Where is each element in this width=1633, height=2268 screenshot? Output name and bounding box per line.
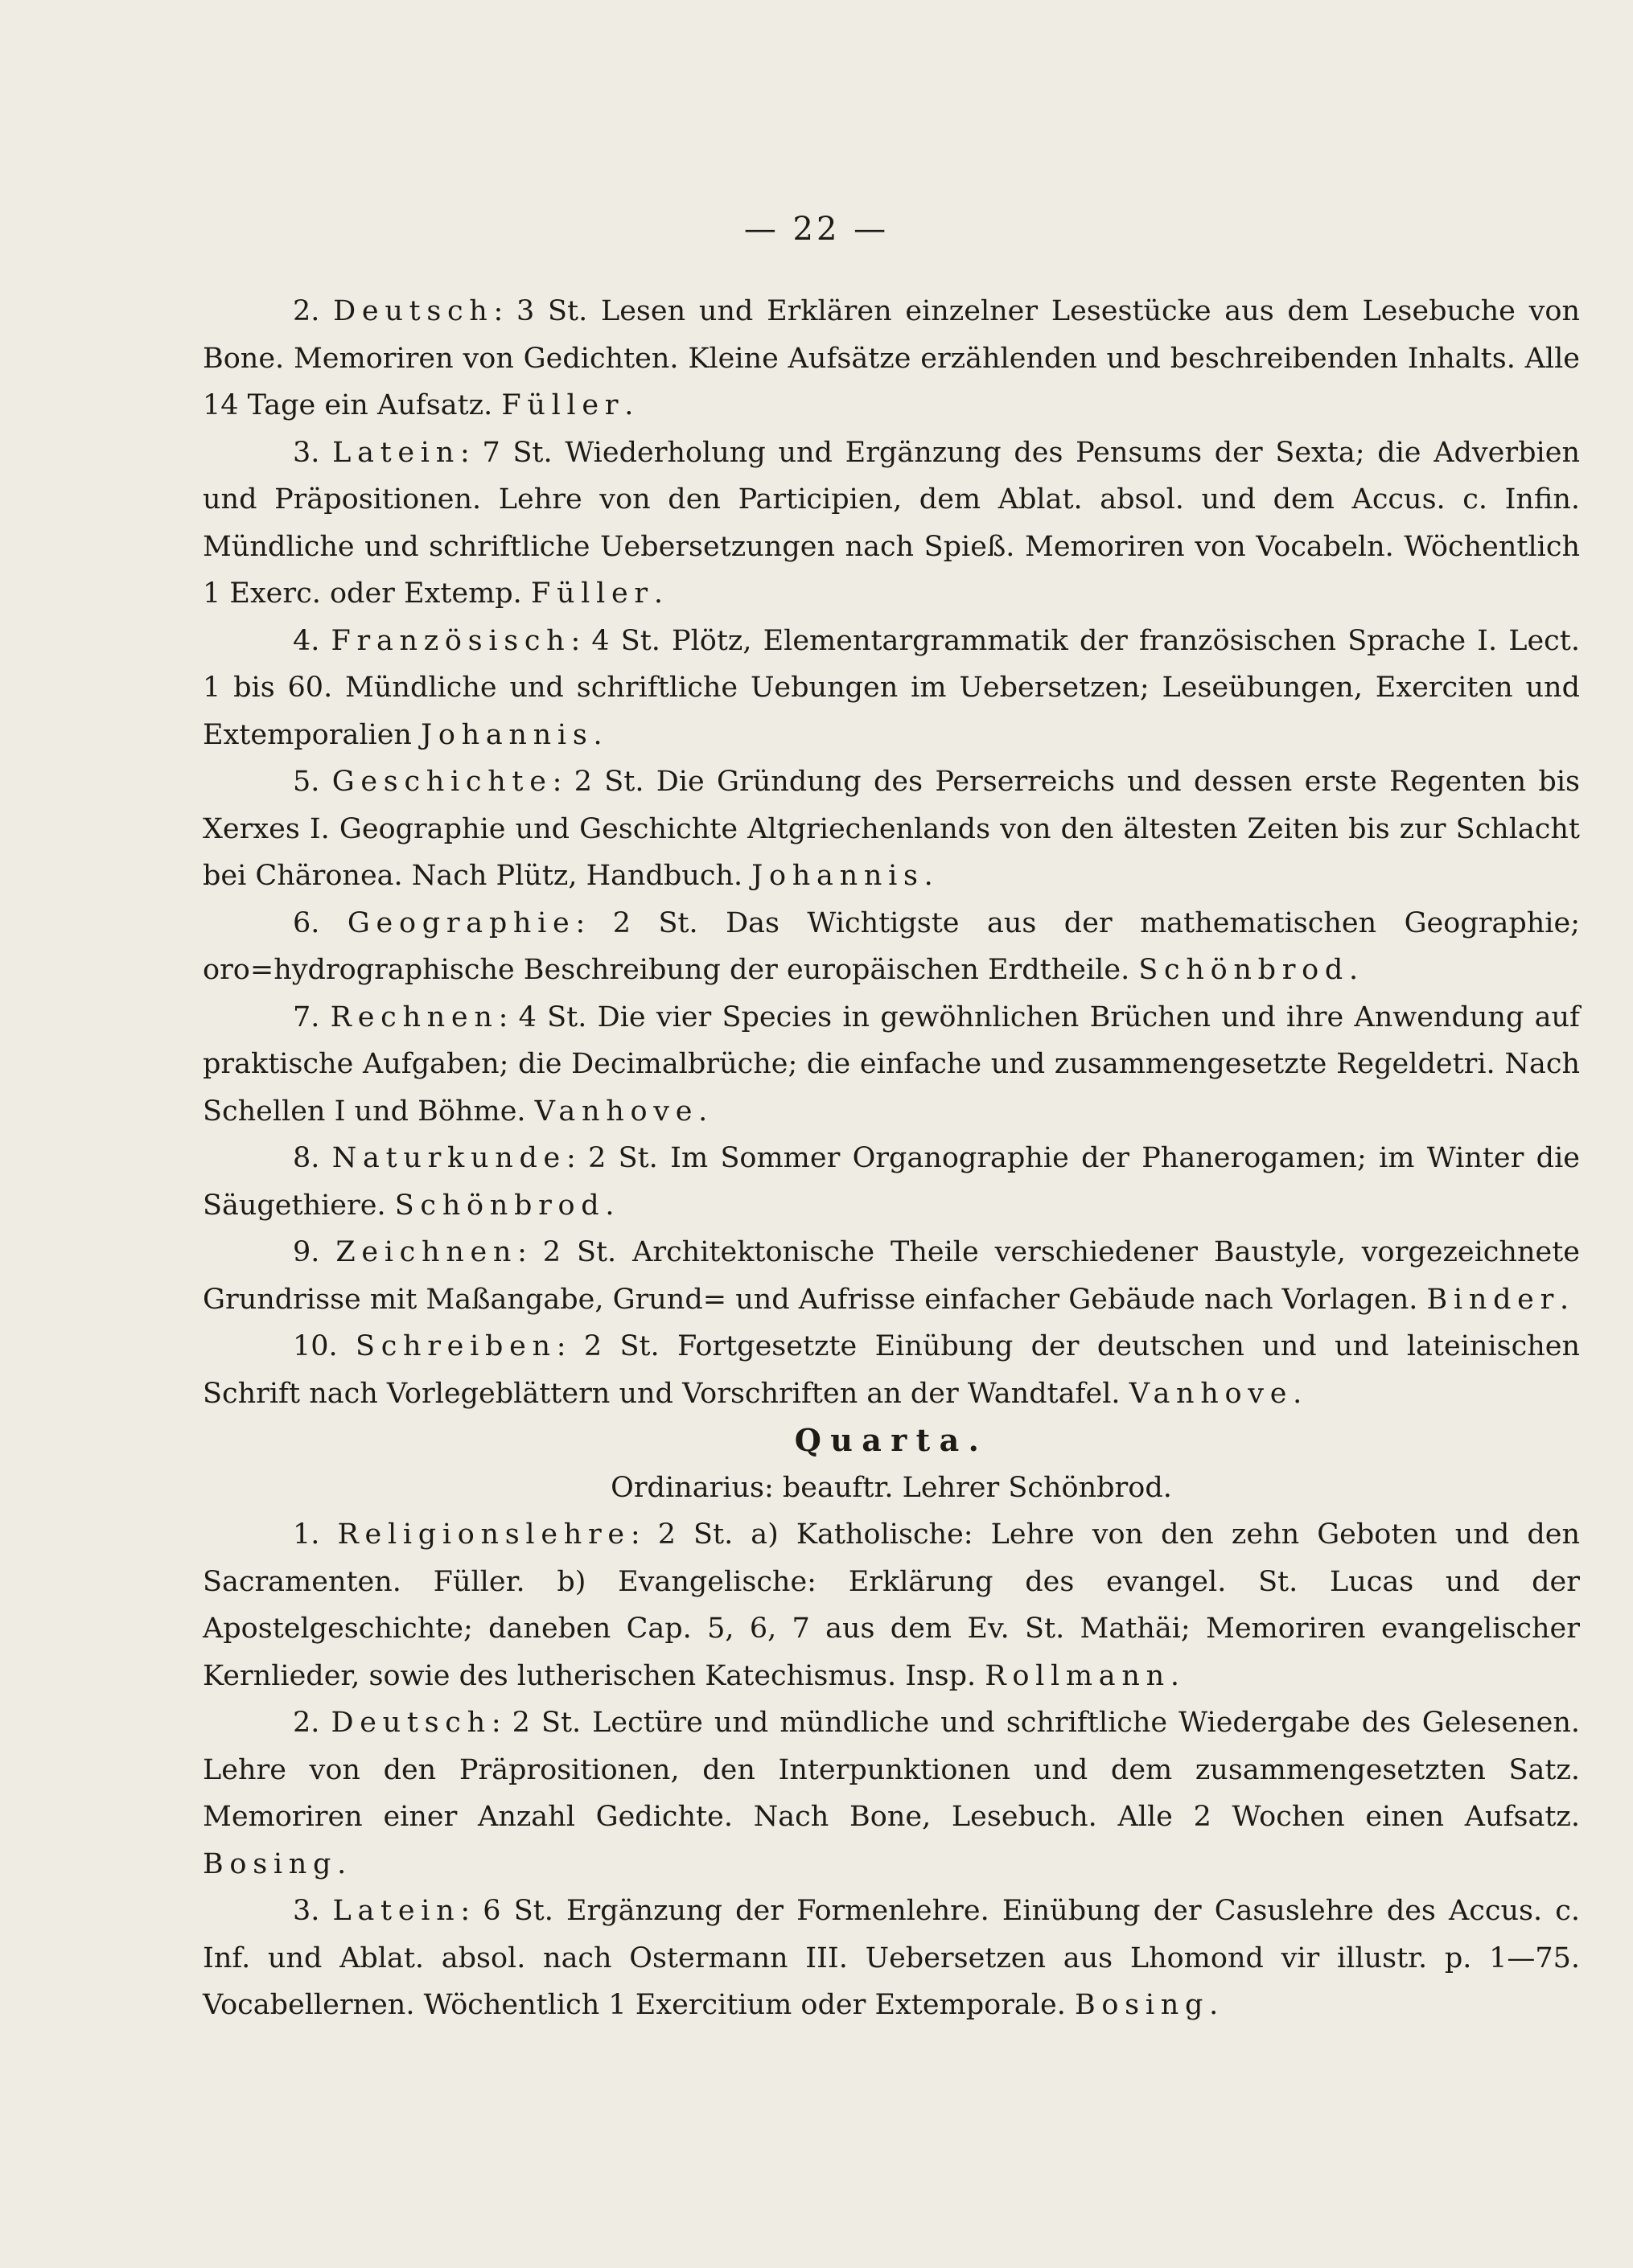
item-number: 7. [293, 1000, 320, 1033]
teacher-name: Johannis [421, 718, 594, 751]
teacher-name: Rollmann [985, 1659, 1170, 1692]
paragraph-franzoesisch [203, 618, 1580, 759]
teacher-name: Schönbrod [1138, 954, 1350, 986]
paragraph-text: : 2 St. Das Wichtigste aus der mathematischen Geographie; oro=hydrographische Beschreibung der europäischen Erdtheile. [203, 906, 1580, 986]
ordinarius-line: Ordinarius: beauftr. Lehrer Schönbrod. [611, 1471, 1172, 1504]
section-heading: Quarta. [794, 1422, 989, 1458]
teacher-name: Vanhove [534, 1095, 699, 1128]
teacher-name: Füller [530, 577, 654, 610]
punctuation: . [337, 1847, 347, 1880]
page-number: — 22 — [743, 211, 890, 248]
item-number: 1. [293, 1518, 320, 1551]
item-number: 3. [293, 436, 320, 469]
punctuation: . [1349, 954, 1359, 986]
paragraph-religionslehre [203, 1511, 1580, 1699]
paragraph-text: : 6 St. Ergänzung der Formenlehre. Einübung der Casuslehre des Accus. c. Inf. und Ablat. absol. nach Ostermann III. Uebersetzen aus Lhomond vir illustr. p. 1—75. Vocabellernen. Wöchentlich 1 Exercitium oder Extemporale. [203, 1895, 1580, 2021]
teacher-name: Binder [1426, 1283, 1561, 1316]
paragraph-rechnen [203, 994, 1580, 1136]
punctuation: . [1560, 1283, 1569, 1316]
subject-name: Latein [332, 1895, 461, 1927]
subject-name: Rechnen [330, 1000, 499, 1033]
item-number: 2. [293, 295, 320, 327]
text-block [203, 288, 1580, 2029]
paragraph-text: : 3 St. Lesen und Erklären einzelner Lesestücke aus dem Lesebuche von Bone. Memoriren von Gedichten. Kleine Aufsätze erzählenden und beschreibenden Inhalts. Alle 14 Tage ein Aufsatz. [203, 295, 1580, 421]
subject-name: Französisch [331, 624, 571, 657]
paragraph-zeichnen [203, 1229, 1580, 1323]
teacher-name: Schönbrod [394, 1189, 606, 1222]
item-number: 6. [293, 906, 320, 939]
paragraph-text: : 2 St. Die Gründung des Perserreichs und dessen erste Regenten bis Xerxes I. Geographie und Geschichte Altgriechenlands von den ältesten Zeiten bis zur Schlacht bei Chäronea. Nach Plütz, Handbuch. [203, 766, 1580, 892]
paragraph-geographie [203, 900, 1580, 994]
paragraph-text: : 4 St. Die vier Species in gewöhnlichen Brüchen und ihre Anwendung auf praktische Aufgaben; die Decimalbrüche; die einfache und zusammengesetzte Regeldetri. Nach Schellen I und Böhme. [203, 1000, 1580, 1128]
item-number: 2. [293, 1707, 320, 1739]
punctuation: . [1293, 1377, 1302, 1410]
paragraph-schreiben [203, 1323, 1580, 1417]
paragraph-latein-quarta [203, 1888, 1580, 2029]
teacher-name: Bosing [1074, 1989, 1210, 2021]
item-number: 5. [293, 766, 320, 798]
subject-name: Zeichnen [335, 1236, 518, 1268]
item-number: 10. [293, 1330, 338, 1362]
item-number: 9. [293, 1236, 320, 1268]
teacher-name: Füller [501, 389, 625, 421]
item-number: 4. [293, 624, 320, 657]
subject-name: Geographie [347, 906, 576, 939]
item-number: 8. [293, 1142, 320, 1174]
paragraph-text: : 7 St. Wiederholung und Ergänzung des Pensums der Sexta; die Adverbien und Präpositionen. Lehre von den Participien, dem Ablat. absol. und dem Accus. c. Infin. Mündliche und schriftliche Uebersetzungen nach Spieß. Memoriren von Vocabeln. Wöchentlich 1 Exerc. oder Extemp. [203, 436, 1580, 610]
paragraph-naturkunde [203, 1135, 1580, 1229]
paragraph-latein [203, 429, 1580, 618]
subject-name: Geschichte [331, 766, 553, 798]
paragraph-text: : 2 St. Architektonische Theile verschiedener Baustyle, vorgezeichnete Grundrisse mit Maßangabe, Grund= und Aufrisse einfacher Gebäude nach Vorlagen. [203, 1236, 1580, 1316]
subject-name: Schreiben [356, 1330, 557, 1362]
punctuation: . [698, 1095, 708, 1128]
teacher-name: Bosing [203, 1847, 338, 1880]
teacher-name: Vanhove [1129, 1377, 1294, 1410]
teacher-name: Johannis [751, 860, 924, 892]
punctuation: . [624, 389, 634, 421]
paragraph-deutsch-sexta [203, 288, 1580, 429]
paragraph-text: : 2 St. Im Sommer Organographie der Phanerogamen; im Winter die Säugethiere. [203, 1142, 1580, 1222]
subject-name: Religionslehre [337, 1518, 631, 1551]
paragraph-deutsch-quarta [203, 1699, 1580, 1888]
subject-name: Deutsch [331, 1707, 492, 1739]
punctuation: . [653, 577, 663, 610]
paragraph-text: : 2 St. Lectüre und mündliche und schriftliche Wiedergabe des Gelesenen. Lehre von den Präprositionen, den Interpunktionen und dem zusammengesetzten Satz. Memoriren einer Anzahl Gedichte. Nach Bone, Lesebuch. Alle 2 Wochen einen Aufsatz. [203, 1707, 1580, 1833]
punctuation: . [593, 718, 603, 751]
subject-name: Latein [332, 436, 460, 469]
punctuation: . [923, 860, 933, 892]
punctuation: . [605, 1189, 615, 1222]
subject-name: Naturkunde [331, 1142, 566, 1174]
paragraph-text: : 2 St. a) Katholische: Lehre von den zehn Geboten und den Sacramenten. Füller. b) Evangelische: Erklärung des evangel. St. Lucas und der Apostelgeschichte; daneben Cap. 5, 6, 7 aus dem Ev. St. Mathäi; Memoriren evangelischer Kernlieder, sowie des lutherischen Katechismus. Insp. [203, 1518, 1580, 1692]
subject-name: Deutsch [333, 295, 494, 327]
punctuation: . [1209, 1989, 1219, 2021]
paragraph-text: : 4 St. Plötz, Elementargrammatik der französischen Sprache I. Lect. 1 bis 60. Mündliche und schriftliche Uebungen im Uebersetzen; Leseübungen, Exerciten und Extemporalien [203, 624, 1580, 751]
punctuation: . [1170, 1659, 1179, 1692]
paragraph-text: : 2 St. Fortgesetzte Einübung der deutschen und und lateinischen Schrift nach Vorlegeblättern und Vorschriften an der Wandtafel. [203, 1330, 1580, 1410]
paragraph-geschichte [203, 758, 1580, 900]
item-number: 3. [293, 1895, 320, 1927]
